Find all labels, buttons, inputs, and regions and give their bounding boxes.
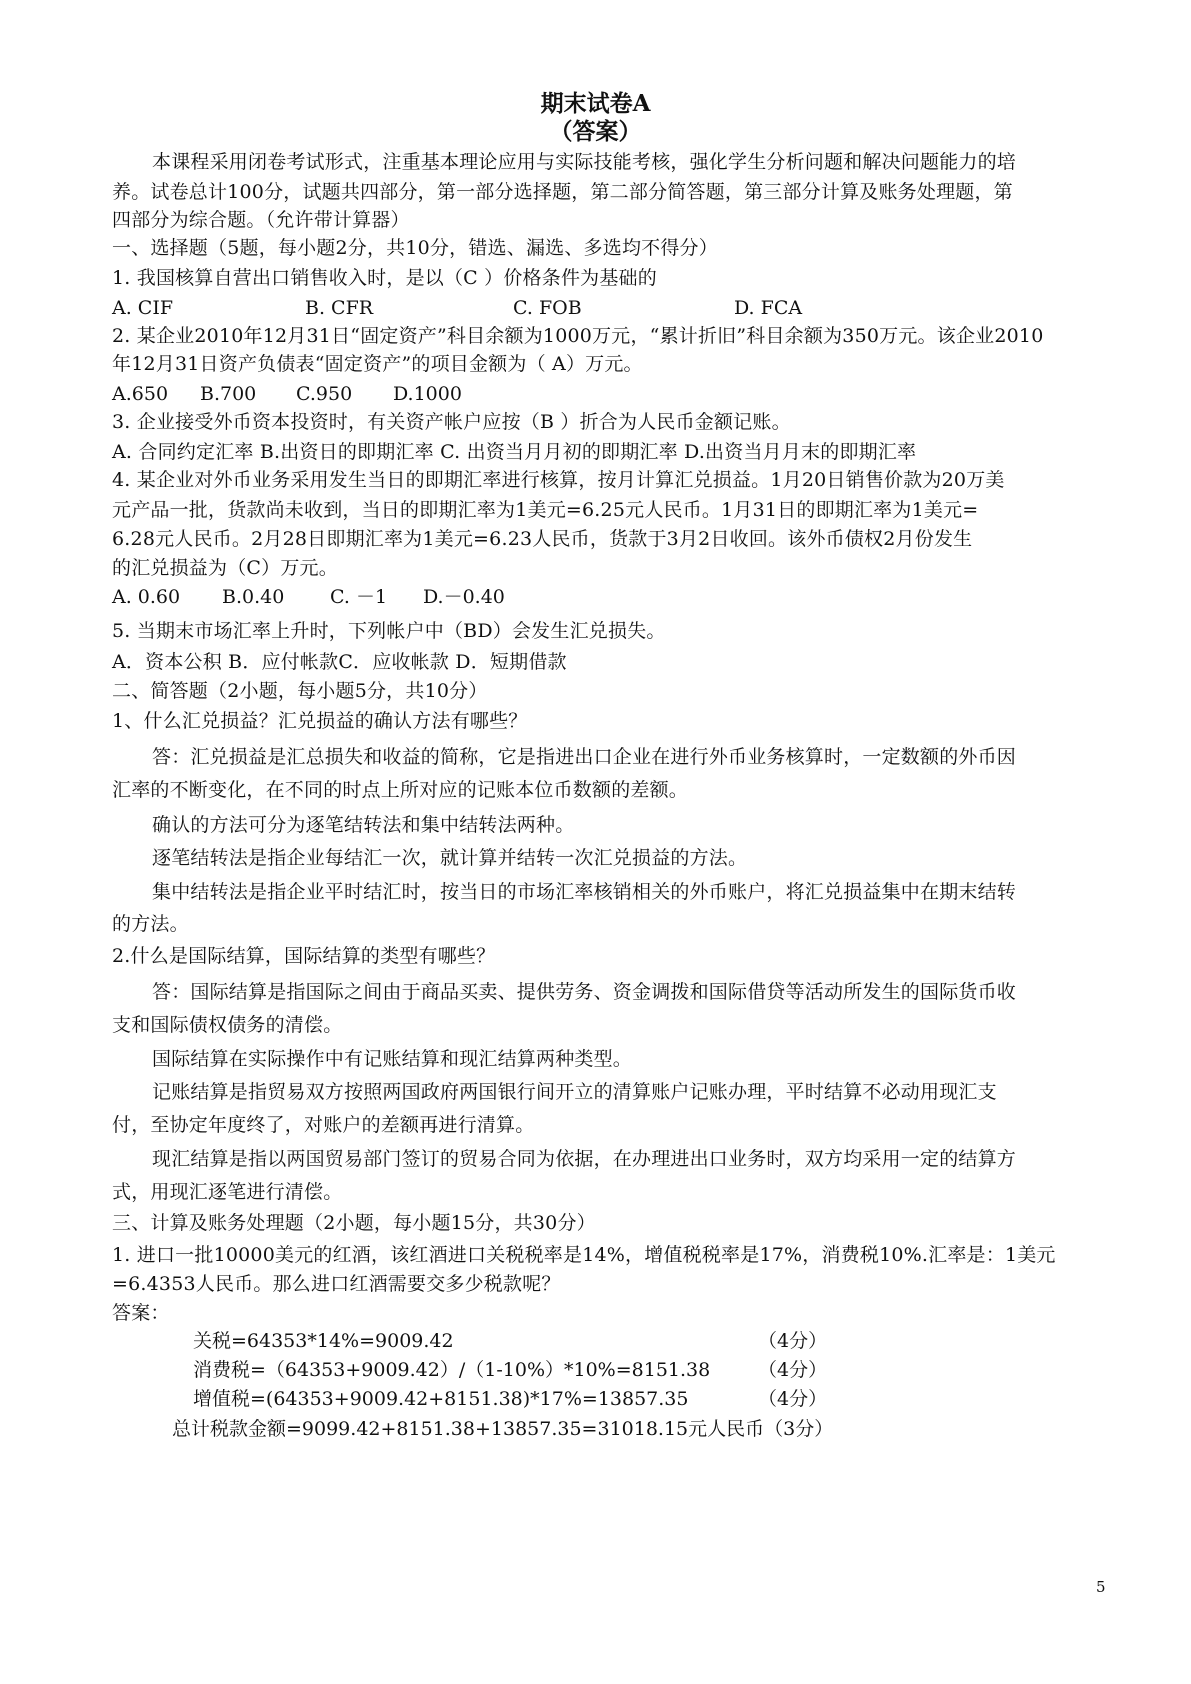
calc-line: 增值税=(64353+9009.42+8151.38)*17%=13857.35 xyxy=(193,1388,689,1410)
option: D.－0.40 xyxy=(423,586,505,608)
question-stem: 1、什么汇兑损益？汇兑损益的确认方法有哪些？ xyxy=(112,710,528,732)
answer-line: 集中结转法是指企业平时结汇时，按当日的市场汇率核销相关的外币账户，将汇兑损益集中在期末结转 xyxy=(152,881,1017,903)
option: C. －1 xyxy=(330,586,388,608)
answer-line: 现汇结算是指以两国贸易部门签订的贸易合同为依据，在办理进出口业务时，双方均采用一定的结算方 xyxy=(152,1148,1017,1170)
option: A. CIF xyxy=(112,297,174,319)
option: C.950 xyxy=(296,383,353,405)
intro-line: 四部分为综合题。（允许带计算器） xyxy=(112,209,410,231)
question-stem: 年12月31日资产负债表“固定资产”的项目金额为（ A）万元。 xyxy=(112,353,643,375)
question-stem: =6.4353人民币。那么进口红酒需要交多少税款呢？ xyxy=(112,1273,561,1295)
question-stem: 6.28元人民币。2月28日即期汇率为1美元=6.23人民币，货款于3月2日收回。该外币债权2月份发生 xyxy=(112,528,973,550)
option: A. 0.60 xyxy=(112,586,181,608)
intro-line: 本课程采用闭卷考试形式，注重基本理论应用与实际技能考核，强化学生分析问题和解决问题能力的培 xyxy=(152,151,1017,173)
answer-label: 答案： xyxy=(112,1302,170,1324)
calc-line: 消费税=（64353+9009.42）/（1-10%）*10%=8151.38 xyxy=(193,1359,711,1381)
option: B.700 xyxy=(200,383,257,405)
calc-points: （4分） xyxy=(758,1330,828,1352)
intro-line: 养。试卷总计100分，试题共四部分，第一部分选择题，第二部分简答题，第三部分计算及账务处理题，第 xyxy=(112,181,1013,203)
option: C. FOB xyxy=(513,297,582,319)
question-stem: 1. 我国核算自营出口销售收入时，是以（C ）价格条件为基础的 xyxy=(112,267,657,289)
section1-heading: 一、选择题（5题，每小题2分，共10分，错选、漏选、多选均不得分） xyxy=(112,237,718,259)
question-stem: 2.什么是国际结算，国际结算的类型有哪些？ xyxy=(112,945,496,967)
answer-line: 答：汇兑损益是汇总损失和收益的简称，它是指进出口企业在进行外币业务核算时，一定数额的外币因 xyxy=(152,746,1017,768)
answer-line: 的方法。 xyxy=(112,913,189,935)
answer-line: 式，用现汇逐笔进行清偿。 xyxy=(112,1181,343,1203)
question-stem: 3. 企业接受外币资本投资时，有关资产帐户应按（B ）折合为人民币金额记账。 xyxy=(112,411,791,433)
options-line: A．资本公积 B．应付帐款C．应收帐款 D．短期借款 xyxy=(112,651,567,673)
question-stem: 1. 进口一批10000美元的红酒，该红酒进口关税税率是14%，增值税税率是17%，消费税10%.汇率是：1美元 xyxy=(112,1244,1056,1266)
answer-line: 答：国际结算是指国际之间由于商品买卖、提供劳务、资金调拨和国际借贷等活动所发生的国际货币收 xyxy=(152,981,1017,1003)
question-stem: 的汇兑损益为（C）万元。 xyxy=(112,557,338,579)
answer-line: 付，至协定年度终了，对账户的差额再进行清算。 xyxy=(112,1114,535,1136)
answer-line: 确认的方法可分为逐笔结转法和集中结转法两种。 xyxy=(152,814,575,836)
section3-heading: 三、计算及账务处理题（2小题，每小题15分，共30分） xyxy=(112,1212,596,1234)
answer-line: 国际结算在实际操作中有记账结算和现汇结算两种类型。 xyxy=(152,1048,633,1070)
option: D.1000 xyxy=(393,383,462,405)
option: B. CFR xyxy=(305,297,374,319)
question-stem: 元产品一批，货款尚未收到，当日的即期汇率为1美元=6.25元人民币。1月31日的即期汇率为1美元= xyxy=(112,499,979,521)
question-stem: 4. 某企业对外币业务采用发生当日的即期汇率进行核算，按月计算汇兑损益。1月20日销售价款为20万美 xyxy=(112,469,1005,491)
exam-title: 期末试卷A xyxy=(540,90,651,117)
page-number: 5 xyxy=(1096,1578,1106,1596)
exam-subtitle: （答案） xyxy=(549,118,642,145)
section2-heading: 二、简答题（2小题，每小题5分，共10分） xyxy=(112,680,488,702)
option: B.0.40 xyxy=(222,586,285,608)
answer-line: 逐笔结转法是指企业每结汇一次，就计算并结转一次汇兑损益的方法。 xyxy=(152,847,748,869)
answer-line: 支和国际债权债务的清偿。 xyxy=(112,1014,343,1036)
calc-line: 关税=64353*14%=9009.42 xyxy=(193,1330,454,1352)
calc-points: （4分） xyxy=(758,1359,828,1381)
option: A.650 xyxy=(112,383,169,405)
option: D. FCA xyxy=(734,297,803,319)
options-line: A. 合同约定汇率 B.出资日的即期汇率 C. 出资当月月初的即期汇率 D.出资当月月末的即期汇率 xyxy=(112,441,917,463)
calc-total: 总计税款金额=9099.42+8151.38+13857.35=31018.15元人民币（3分） xyxy=(172,1418,834,1440)
answer-line: 汇率的不断变化，在不同的时点上所对应的记账本位币数额的差额。 xyxy=(112,779,689,801)
question-stem: 2. 某企业2010年12月31日“固定资产”科目余额为1000万元，“累计折旧”科目余额为350万元。该企业2010 xyxy=(112,325,1044,347)
question-stem: 5. 当期末市场汇率上升时，下列帐户中（BD）会发生汇兑损失。 xyxy=(112,620,666,642)
answer-line: 记账结算是指贸易双方按照两国政府两国银行间开立的清算账户记账办理，平时结算不必动用现汇支 xyxy=(152,1081,997,1103)
calc-points: （4分） xyxy=(758,1388,828,1410)
